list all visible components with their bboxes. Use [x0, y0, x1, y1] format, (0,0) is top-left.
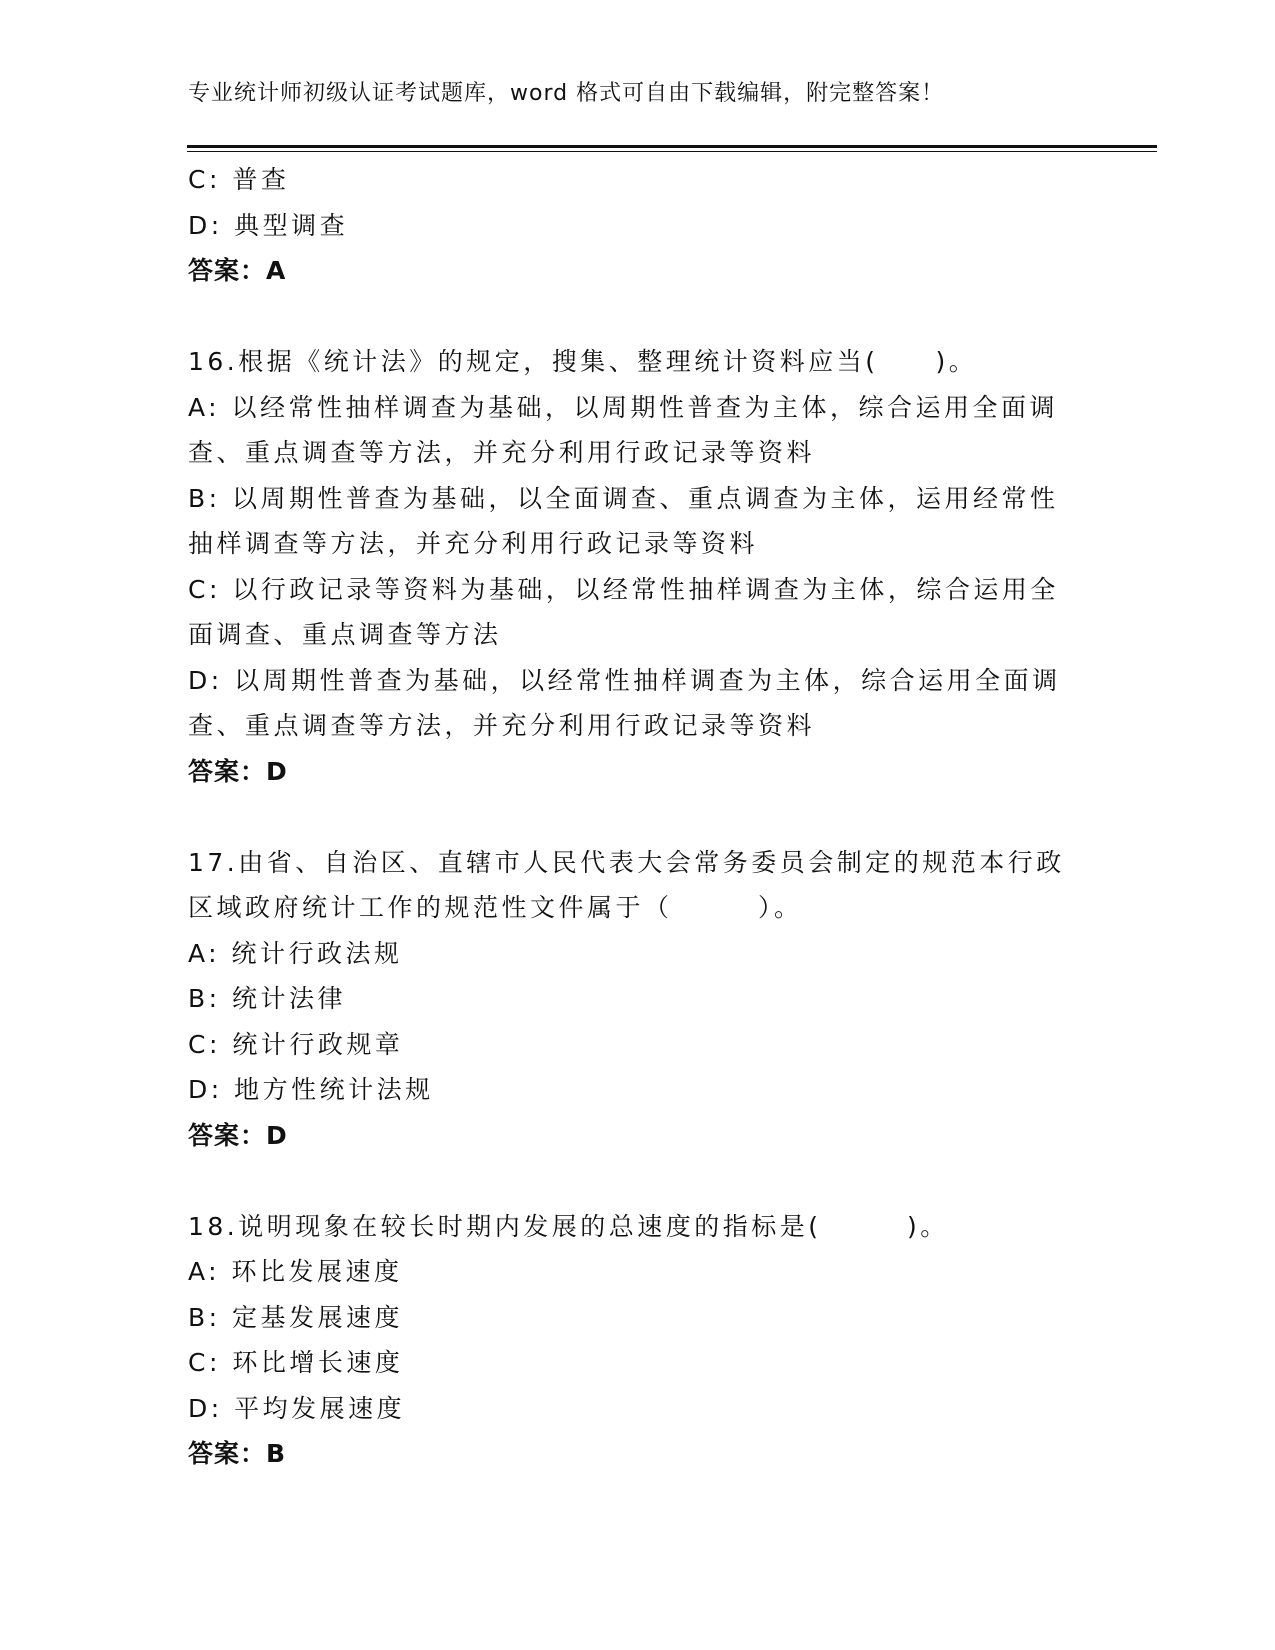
question-17-option-c: C: 统计行政规章: [188, 1029, 404, 1059]
question-16-option-c-cont: 面调查、重点调查等方法: [188, 620, 502, 649]
page-header: 专业统计师初级认证考试题库，word 格式可自由下载编辑，附完整答案！: [188, 81, 945, 106]
question-content: [188, 157, 1088, 1477]
question-17-option-b: B: 统计法律: [188, 984, 347, 1013]
question-18-stem: 18.说明现象在较长时期内发展的总速度的指标是( )。: [188, 1211, 949, 1241]
question-16-option-c: C: 以行政记录等资料为基础，以经常性抽样调查为主体，综合运用全: [188, 574, 1059, 604]
question-16-option-a: A: 以经常性抽样调查为基础，以周期性普查为主体，综合运用全面调: [188, 392, 1059, 422]
question-17-stem-cont: 区域政府统计工作的规范性文件属于（ ）。: [188, 893, 803, 922]
header-rule-thick: [187, 145, 1157, 148]
question-17-stem: 17.由省、自治区、直辖市人民代表大会常务委员会制定的规范本行政: [188, 847, 1065, 877]
question-18-option-a: A: 环比发展速度: [188, 1257, 403, 1286]
option-d: D: 典型调查: [188, 210, 349, 240]
question-18-option-d: D: 平均发展速度: [188, 1393, 406, 1423]
question-18-option-c: C: 环比增长速度: [188, 1348, 404, 1377]
header-rule-thin: [187, 151, 1157, 152]
question-16-option-a-cont: 查、重点调查等方法，并充分利用行政记录等资料: [188, 438, 816, 467]
question-17-answer: 答案：D: [188, 1120, 288, 1150]
question-16-option-d: D: 以周期性普查为基础，以经常性抽样调查为主体，综合运用全面调: [188, 665, 1061, 695]
question-16-option-b: B: 以周期性普查为基础，以全面调查、重点调查为主体，运用经常性: [188, 483, 1059, 513]
spacer: [188, 294, 1088, 340]
question-16-option-d-cont: 查、重点调查等方法，并充分利用行政记录等资料: [188, 711, 816, 740]
question-18-option-b: B: 定基发展速度: [188, 1302, 404, 1332]
option-c: C: 普查: [188, 165, 290, 194]
answer-line: 答案：A: [188, 256, 287, 285]
spacer: [188, 1158, 1088, 1204]
question-16-stem: 16.根据《统计法》的规定，搜集、整理统计资料应当( )。: [188, 347, 978, 376]
question-17-option-d: D: 地方性统计法规: [188, 1075, 434, 1104]
question-17-option-a: A: 统计行政法规: [188, 938, 403, 968]
question-16-option-b-cont: 抽样调查等方法，并充分利用行政记录等资料: [188, 529, 759, 558]
question-18-answer: 答案：B: [188, 1439, 287, 1468]
spacer: [188, 794, 1088, 840]
question-16-answer: 答案：D: [188, 756, 288, 786]
